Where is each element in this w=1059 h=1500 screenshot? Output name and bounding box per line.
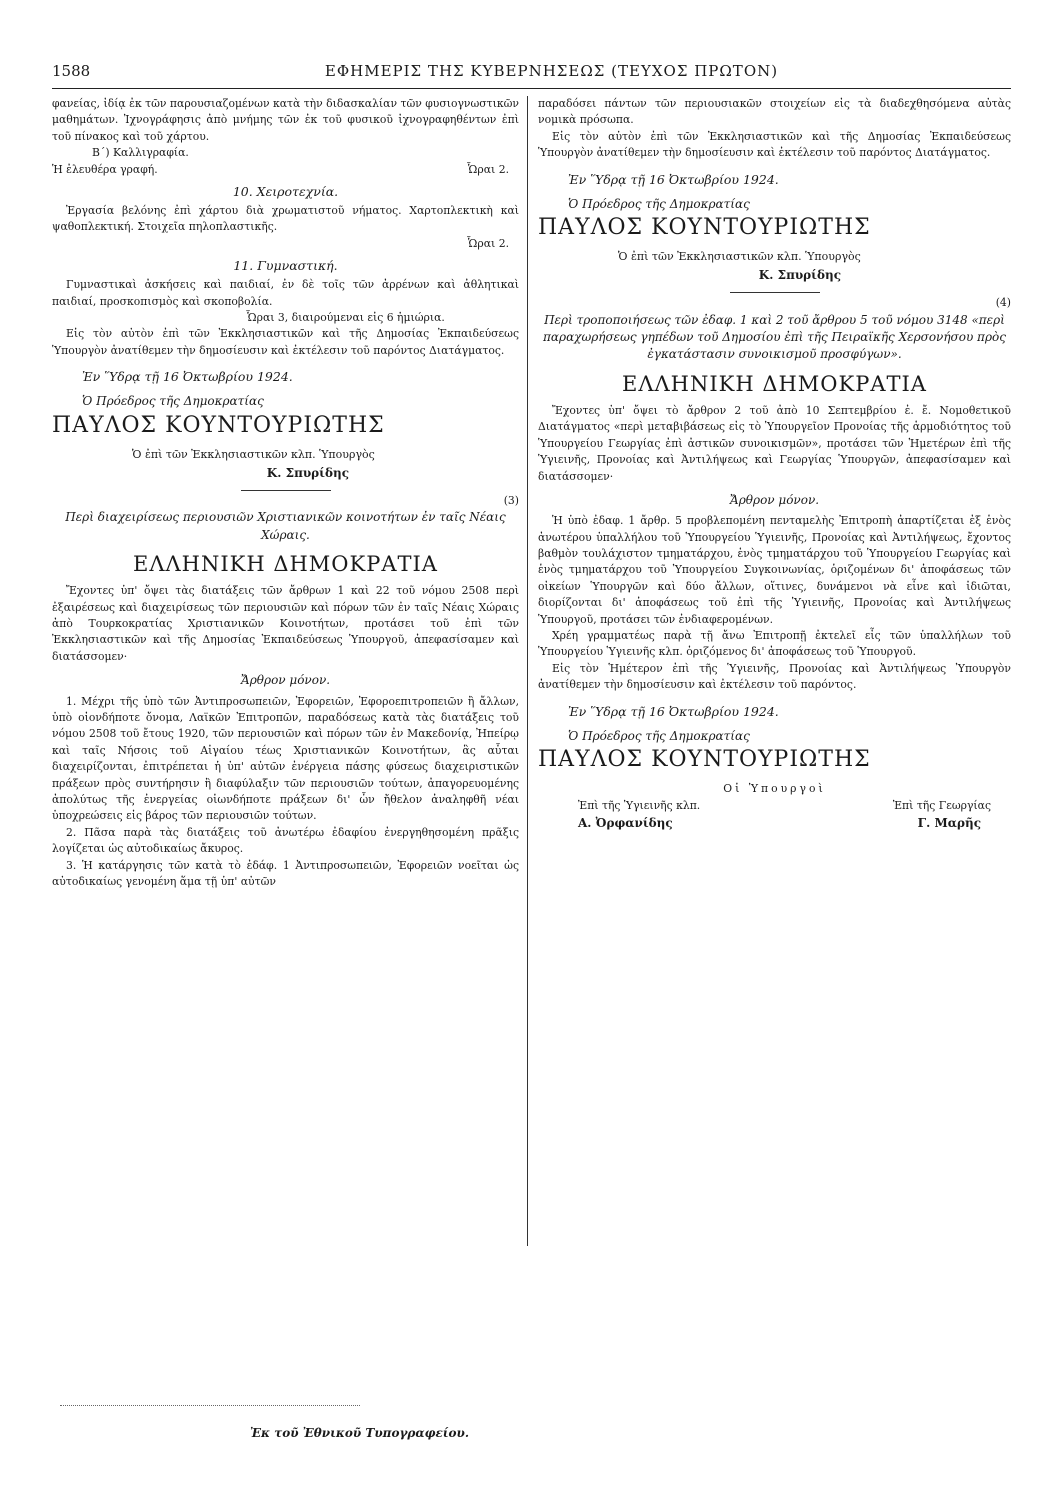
- article-heading: Ἄρθρον μόνον.: [240, 673, 331, 688]
- president-label: Ὁ Πρόεδρος τῆς Δημοκρατίας: [568, 728, 750, 743]
- president-name: ΠΑΥΛΟΣ ΚΟΥΝΤΟΥΡΙΩΤΗΣ: [538, 214, 871, 240]
- article-paragraph: 3. Ἡ κατάργησις τῶν κατὰ τὸ ἐδάφ. 1 Ἀντιπροσωπειῶν, Ἐφορειῶν νοεῖται ὡς αὐτοδικαίως γενομένη ἅμα τῇ ὑπ' αὐτῶν: [52, 858, 519, 888]
- president-name: ΠΑΥΛΟΣ ΚΟΥΝΤΟΥΡΙΩΤΗΣ: [538, 746, 871, 772]
- paragraph: φανείας, ἰδίᾳ ἐκ τῶν παρουσιαζομένων κατὰ τὴν διδασκαλίαν τῶν φυσιογνωστικῶν μαθημάτων. Ἰχνογράφησις ἀπὸ μνήμης τῶν ἐκ τοῦ φυσικοῦ ἰχνογραφηθέντων ἐπὶ τοῦ πίνακος καὶ τοῦ χάρτου.: [52, 97, 519, 143]
- minister-name: Κ. Σπυρίδης: [758, 267, 841, 282]
- ministers-names: [538, 814, 1011, 832]
- right-column: [538, 96, 1011, 832]
- article-paragraph: 1. Μέχρι τῆς ὑπὸ τῶν Ἀντιπροσωπειῶν, Ἐφορειῶν, Ἐφοροεπιτροπειῶν ἢ ἄλλων, ὑπὸ οἱονδήποτε ὄνομα, Λαϊκῶν Ἐπιτροπῶν, παραδόσεως κατὰ τὰς διατάξεις τοῦ νόμου 2508 τοῦ ἔτους 1920, τῶν περιουσιῶν καὶ πόρων τῶν ἐν Μακεδονίᾳ, Ἠπείρῳ καὶ ταῖς Νήσοις τοῦ Αἰγαίου τέως Χριστιανικῶν Κοινοτήτων, ἃς αὗται διαχειρίζονται, ἐπιτρέπεται ἡ ὑπ' αὐτῶν ἐνέργεια πάσης φύσεως διαχειριστικῶν πράξεων πρὸς συντήρησιν ἢ διαφύλαξιν τῶν περιουσιῶν τούτων, ἀπαγορευομένης ἀπολύτως τῆς ἐνεργείας οἱωνδήποτε πράξεων δι' ὧν ἤθελον ἀναληφθῆ νέαι ὑποχρεώσεις εἰς βάρος τῶν περιουσιῶν τούτων.: [52, 694, 519, 823]
- ministers-offices: [538, 798, 1011, 814]
- hours-text: Ὧραι 2.: [466, 162, 509, 176]
- decree-date: Ἐν Ὕδρᾳ τῇ 16 Ὀκτωβρίου 1924.: [82, 369, 293, 385]
- preamble: Ἔχοντες ὑπ' ὄψει τὸ ἄρθρον 2 τοῦ ἀπὸ 10 Σεπτεμβρίου ἐ. ἔ. Νομοθετικοῦ Διατάγματος «περὶ μεταβιβάσεως εἰς τὸ Ὑπουργεῖον Προνοίας τῆς ἁρμοδιότητος τοῦ Ὑπουργείου Γεωργίας ἐπὶ ἀστικῶν συνοικισμῶν», προτάσει τῶν Ἡμετέρων ἐπὶ τῆς Ὑγιεινῆς, Προνοίας καὶ Ἀντιλήψεως καὶ Γεωργίας Ὑπουργῶν, ἀπεφασίσαμεν καὶ διατάσσομεν·: [538, 403, 1011, 483]
- republic-heading: ΕΛΛΗΝΙΚΗ ΔΗΜΟΚΡΑΤΙΑ: [622, 371, 927, 396]
- decree-date: Ἐν Ὕδρᾳ τῇ 16 Ὀκτωβρίου 1924.: [568, 171, 779, 187]
- paragraph: παραδόσει πάντων τῶν περιουσιακῶν στοιχείων εἰς τὰ διαδεχθησόμενα αὐτὰς νομικὰ πρόσωπα.: [538, 97, 1011, 127]
- hours-text: Ὧραι 2.: [466, 236, 509, 250]
- minister-name: Κ. Σπυρίδης: [266, 465, 349, 480]
- footer-rule: [60, 1405, 360, 1406]
- article-paragraph: Εἰς τὸν Ἡμέτερον ἐπὶ τῆς Ὑγιεινῆς, Προνοίας καὶ Ἀντιλήψεως Ὑπουργὸν ἀνατίθεμεν τὴν δημοσίευσιν καὶ ἐκτέλεσιν τοῦ παρόντος.: [538, 661, 1011, 692]
- article-paragraph: Ἡ ὑπὸ ἐδαφ. 1 ἄρθρ. 5 προβλεπομένη πενταμελὴς Ἐπιτροπὴ ἀπαρτίζεται ἐξ ἑνὸς ἀνωτέρου ὑπαλλήλου τοῦ Ὑπουργείου Ὑγιεινῆς, Προνοίας καὶ Ἀντιλήψεως, ἔχοντος βαθμὸν τουλάχιστον τμηματάρχου, ἑνὸς τμηματάρχου τοῦ Ὑπουργείου Γεωργίας καὶ ἑνὸς τμηματάρχου τοῦ Ὑπουργείου Συγκοινωνίας, ὁριζομένων δι' ἀποφάσεως τῶν οἰκείων Ὑπουργῶν καὶ δύο ἄλλων, οἵτινες, δυνάμενοι νὰ εἶνε καὶ ἰδιῶται, διορίζονται δι' ἀποφάσεως τοῦ ἐπὶ τῆς Ὑγιεινῆς, Προνοίας καὶ Ἀντιλήψεως Ὑπουργοῦ, προτάσει τῶν ἐνδιαφερομένων.: [538, 514, 1011, 626]
- gazette-title: ΕΦΗΜΕΡΙΣ ΤΗΣ ΚΥΒΕΡΝΗΣΕΩΣ (ΤΕΥΧΟΣ ΠΡΩΤΟΝ): [324, 62, 779, 80]
- left-column: [52, 96, 519, 890]
- section-heading: 10. Χειροτεχνία.: [232, 184, 339, 200]
- decree-title: Περὶ τροποποιήσεως τῶν ἐδαφ. 1 καὶ 2 τοῦ ἄρθρου 5 τοῦ νόμου 3148 «περὶ παραχωρήσεως γηπέδων τοῦ Δημοσίου ἐπὶ τῆς Πειραϊκῆς Χερσονήσου πρὸς ἐγκατάστασιν συνοικισμοῦ προσφύγων».: [543, 312, 1006, 362]
- separator: [241, 490, 331, 491]
- paragraph: Εἰς τὸν αὐτὸν ἐπὶ τῶν Ἐκκλησιαστικῶν καὶ τῆς Δημοσίας Ἐκπαιδεύσεως Ὑπουργὸν ἀνατίθεμεν τὴν δημοσίευσιν καὶ ἐκτέλεσιν τοῦ παρόντος Διατάγματος.: [52, 327, 519, 357]
- republic-heading: ΕΛΛΗΝΙΚΗ ΔΗΜΟΚΡΑΤΙΑ: [133, 552, 438, 577]
- preamble: Ἔχοντες ὑπ' ὄψει τὰς διατάξεις τῶν ἄρθρων 1 καὶ 22 τοῦ νόμου 2508 περὶ ἐξαιρέσεως καὶ διαχειρίσεως τῶν περιουσιῶν καὶ πόρων τῶν ἐν ταῖς Νέαις Χώραις ἀπὸ Τουρκοκρατίας Χριστιανικῶν Κοινοτήτων, προτάσει τοῦ ἐπὶ τῶν Ἐκκλησιαστικῶν καὶ τῆς Δημοσίας Ἐκπαιδεύσεως Ὑπουργοῦ, ἀπεφασίσαμεν καὶ διατάσσομεν·: [52, 584, 519, 663]
- section-heading: 11. Γυμναστική.: [233, 258, 338, 274]
- column-divider: [527, 96, 528, 1246]
- article-heading: Ἄρθρον μόνον.: [729, 493, 820, 507]
- minister-b-name: Γ. Μαρῆς: [917, 816, 981, 831]
- decree-number: (3): [503, 493, 519, 507]
- article-paragraph: 2. Πᾶσα παρὰ τὰς διατάξεις τοῦ ἀνωτέρω ἐδαφίου ἐνεργηθησομένη πρᾶξις λογίζεται ὡς αὐτοδικαίως ἄκυρος.: [52, 825, 519, 856]
- decree-title: Περὶ διαχειρίσεως περιουσιῶν Χριστιανικῶν κοινοτήτων ἐν ταῖς Νέαις Χώραις.: [65, 510, 506, 542]
- item-text: Ἡ ἐλευθέρα γραφή.: [52, 162, 158, 176]
- minister-a-office: Ἐπὶ τῆς Ὑγιεινῆς κλπ.: [578, 798, 701, 812]
- minister-label: Ὁ ἐπὶ τῶν Ἐκκλησιαστικῶν κλπ. Ὑπουργὸς: [618, 250, 861, 264]
- president-label: Ὁ Πρόεδρος τῆς Δημοκρατίας: [568, 196, 750, 211]
- decree-number: (4): [995, 296, 1011, 310]
- hours-text: Ὧραι 3, διαιρούμεναι εἰς 6 ἡμιώρια.: [246, 311, 445, 325]
- paragraph: Ἐργασία βελόνης ἐπὶ χάρτου διὰ χρωματιστοῦ νήματος. Χαρτοπλεκτικὴ καὶ ψαθοπλεκτική. Στοιχεῖα πηλοπλαστικῆς.: [52, 204, 519, 234]
- printer-credit: Ἐκ τοῦ Ἐθνικοῦ Τυπογραφείου.: [250, 1426, 470, 1440]
- separator: [730, 292, 820, 293]
- page-number: 1588: [52, 62, 91, 80]
- minister-label: Ὁ ἐπὶ τῶν Ἐκκλησιαστικῶν κλπ. Ὑπουργὸς: [132, 447, 375, 461]
- decree-date: Ἐν Ὕδρᾳ τῇ 16 Ὀκτωβρίου 1924.: [568, 703, 779, 719]
- president-name: ΠΑΥΛΟΣ ΚΟΥΝΤΟΥΡΙΩΤΗΣ: [52, 412, 385, 438]
- section-heading: Β΄) Καλλιγραφία.: [92, 146, 189, 160]
- ministers-label: Οἱ Ὑπουργοὶ: [723, 782, 826, 796]
- paragraph: Εἰς τὸν αὐτὸν ἐπὶ τῶν Ἐκκλησιαστικῶν καὶ τῆς Δημοσίας Ἐκπαιδεύσεως Ὑπουργὸν ἀνατίθεμεν τὴν δημοσίευσιν καὶ ἐκτέλεσιν τοῦ παρόντος Διατάγματος.: [538, 129, 1011, 160]
- article-paragraph: Χρέη γραμματέως παρὰ τῇ ἄνω Ἐπιτροπῇ ἐκτελεῖ εἷς τῶν ὑπαλλήλων τοῦ Ὑπουργείου Ὑγιεινῆς κλπ. ὁριζόμενος δι' ἀποφάσεως τοῦ Ὑπουργοῦ.: [538, 629, 1011, 659]
- paragraph: [52, 162, 519, 178]
- page-header: [52, 58, 1011, 89]
- paragraph: Γυμναστικαὶ ἀσκήσεις καὶ παιδιαί, ἐν δὲ τοῖς τῶν ἀρρένων καὶ ἀθλητικαὶ παιδιαί, προσκοπισμὸς καὶ σκοποβολία.: [52, 278, 519, 308]
- president-label: Ὁ Πρόεδρος τῆς Δημοκρατίας: [82, 394, 264, 409]
- minister-b-office: Ἐπὶ τῆς Γεωργίας: [892, 798, 991, 812]
- minister-a-name: Α. Ὀρφανίδης: [578, 816, 673, 831]
